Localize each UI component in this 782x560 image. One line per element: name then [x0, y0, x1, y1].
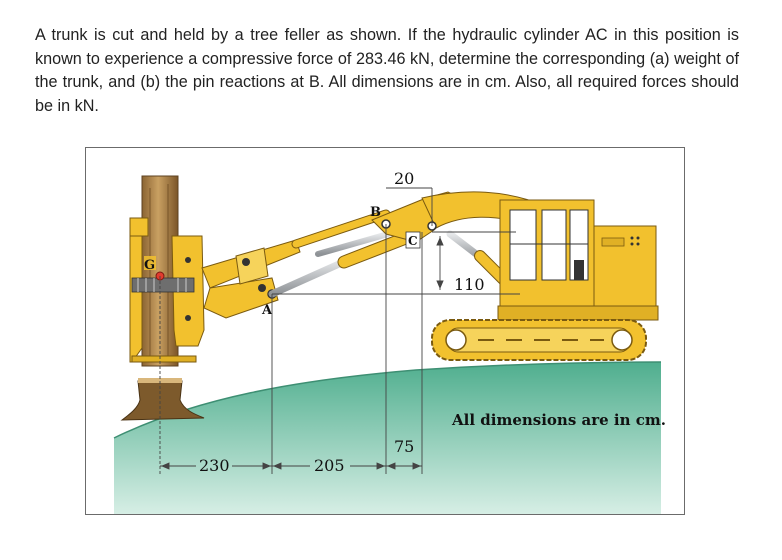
- ground: [114, 362, 661, 515]
- crawler-track: [432, 320, 646, 360]
- problem-statement: A trunk is cut and held by a tree feller as shown. If the hydraulic cylinder AC in this position is known to experience a compressive force of 283.46 kN, determine the corresponding (a) weight of the trunk, and (b) the pin reactions at B. All dimensions are in cm. Also, all required forces should be in kN.: [35, 26, 739, 115]
- label-g: G: [144, 258, 156, 273]
- tree-stump: [122, 378, 204, 420]
- dimension-20: 20: [394, 169, 415, 188]
- label-c: C: [408, 234, 418, 248]
- dimension-230: 230: [199, 456, 230, 475]
- tree-feller-figure: [85, 147, 685, 515]
- label-a: A: [262, 303, 273, 318]
- dimension-205: 205: [314, 456, 345, 475]
- label-b: B: [370, 205, 381, 220]
- lower-arm: [202, 240, 300, 318]
- tree-feller-diagram: [86, 148, 685, 515]
- units-note: All dimensions are in cm.: [452, 411, 666, 429]
- dimension-75: 75: [394, 437, 415, 456]
- machine-cab: [498, 200, 658, 320]
- dimension-110: 110: [454, 275, 485, 294]
